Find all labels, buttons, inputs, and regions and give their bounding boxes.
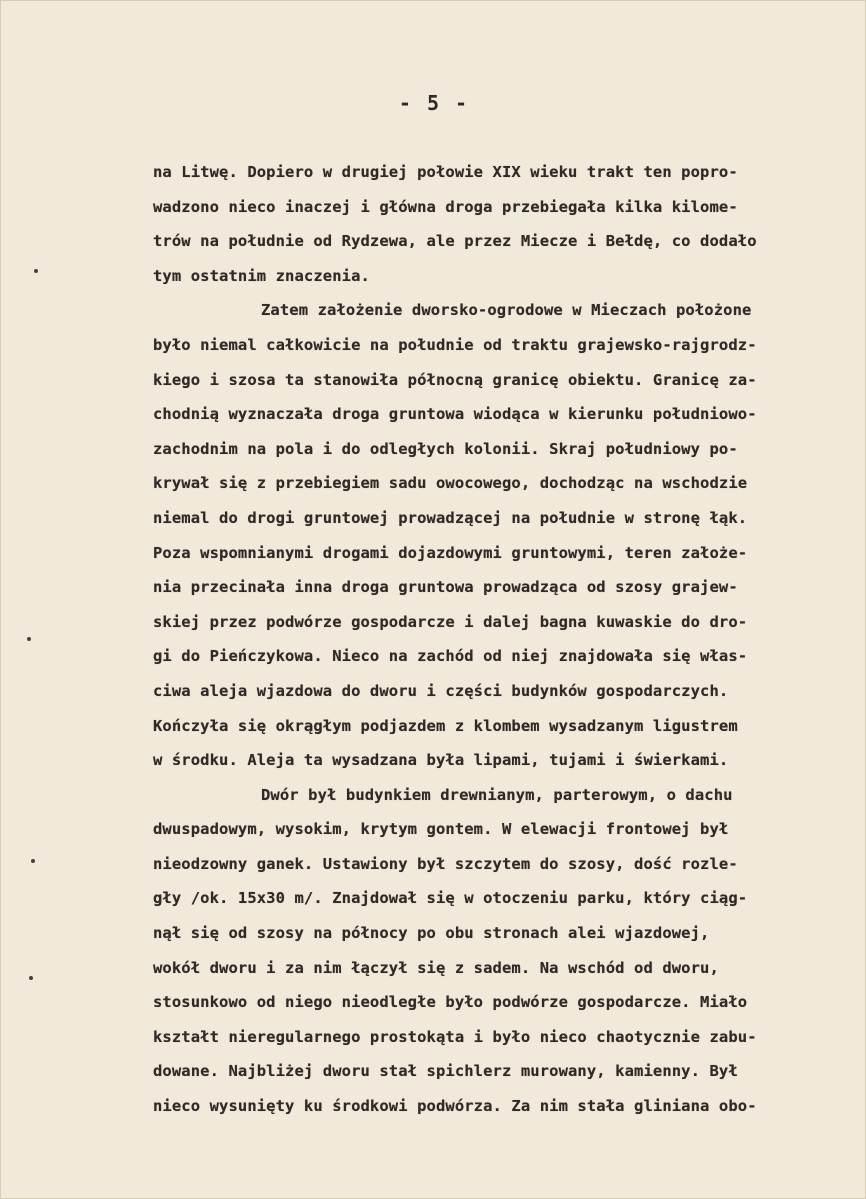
text-line: wadzono nieco inaczej i główna droga przebiegała kilka kilome- (153, 197, 738, 216)
text-line: Zatem założenie dworsko-ogrodowe w Mieczach położone (261, 301, 752, 320)
text-line: dwuspadowym, wysokim, krytym gontem. W elewacji frontowej był (153, 820, 729, 839)
text-line: niemal do drogi gruntowej prowadzącej na południe w stronę łąk. (153, 508, 748, 527)
text-line: ciwa aleja wjazdowa do dworu i części budynków gospodarczych. (153, 681, 729, 700)
text-line: chodnią wyznaczała droga gruntowa wiodąca w kierunku południowo- (153, 405, 757, 424)
margin-speck (34, 269, 38, 273)
text-line: gły /ok. 15x30 m/. Znajdował się w otoczeniu parku, który ciąg- (153, 889, 748, 908)
text-line: stosunkowo od niego nieodległe było podwórze gospodarcze. Miało (153, 993, 748, 1012)
text-line: wokół dworu i za nim łączył się z sadem. Na wschód od dworu, (153, 958, 719, 977)
text-line: nia przecinała inna droga gruntowa prowadząca od szosy grajew- (153, 578, 738, 597)
text-line: kiego i szosa ta stanowiła północną granicę obiektu. Granicę za- (153, 370, 757, 389)
text-line: zachodnim na pola i do odległych kolonii. Skraj południowy po- (153, 439, 738, 458)
text-line: w środku. Aleja ta wysadzana była lipami, tujami i świerkami. (153, 751, 729, 770)
margin-speck (27, 637, 31, 641)
text-line: Poza wspomnianymi drogami dojazdowymi gruntowymi, teren założe- (153, 543, 748, 562)
text-line: skiej przez podwórze gospodarcze i dalej bagna kuwaskie do dro- (153, 612, 748, 631)
text-line: na Litwę. Dopiero w drugiej połowie XIX wieku trakt ten popro- (153, 163, 738, 181)
text-line: nieco wysunięty ku środkowi podwórza. Za nim stała gliniana obo- (153, 1097, 757, 1116)
text-line: trów na południe od Rydzewa, ale przez Miecze i Bełdę, co dodało (153, 232, 757, 251)
margin-speck (29, 976, 33, 980)
text-line: gi do Pieńczykowa. Nieco na zachód od niej znajdowała się włas- (153, 647, 748, 666)
body-text (153, 155, 843, 1124)
text-line: tym ostatnim znaczenia. (153, 266, 370, 285)
text-line: Kończyła się okrągłym podjazdem z klombem wysadzanym ligustrem (153, 716, 738, 735)
text-line: kształt nieregularnego prostokąta i było nieco chaotycznie zabu- (153, 1027, 757, 1046)
text-line: dowane. Najbliżej dworu stał spichlerz murowany, kamienny. Był (153, 1062, 738, 1081)
text-line: było niemal całkowicie na południe od traktu grajewsko-rajgrodz- (153, 335, 757, 354)
page-number: - 5 - (398, 91, 470, 115)
text-line: Dwór był budynkiem drewnianym, parterowym, o dachu (261, 785, 733, 804)
margin-speck (31, 859, 35, 863)
text-line: krywał się z przebiegiem sadu owocowego, dochodząc na wschodzie (153, 474, 748, 493)
text-line: nął się od szosy na północy po obu stronach alei wjazdowej, (153, 924, 710, 943)
text-line: nieodzowny ganek. Ustawiony był szczytem do szosy, dość rozle- (153, 854, 738, 873)
